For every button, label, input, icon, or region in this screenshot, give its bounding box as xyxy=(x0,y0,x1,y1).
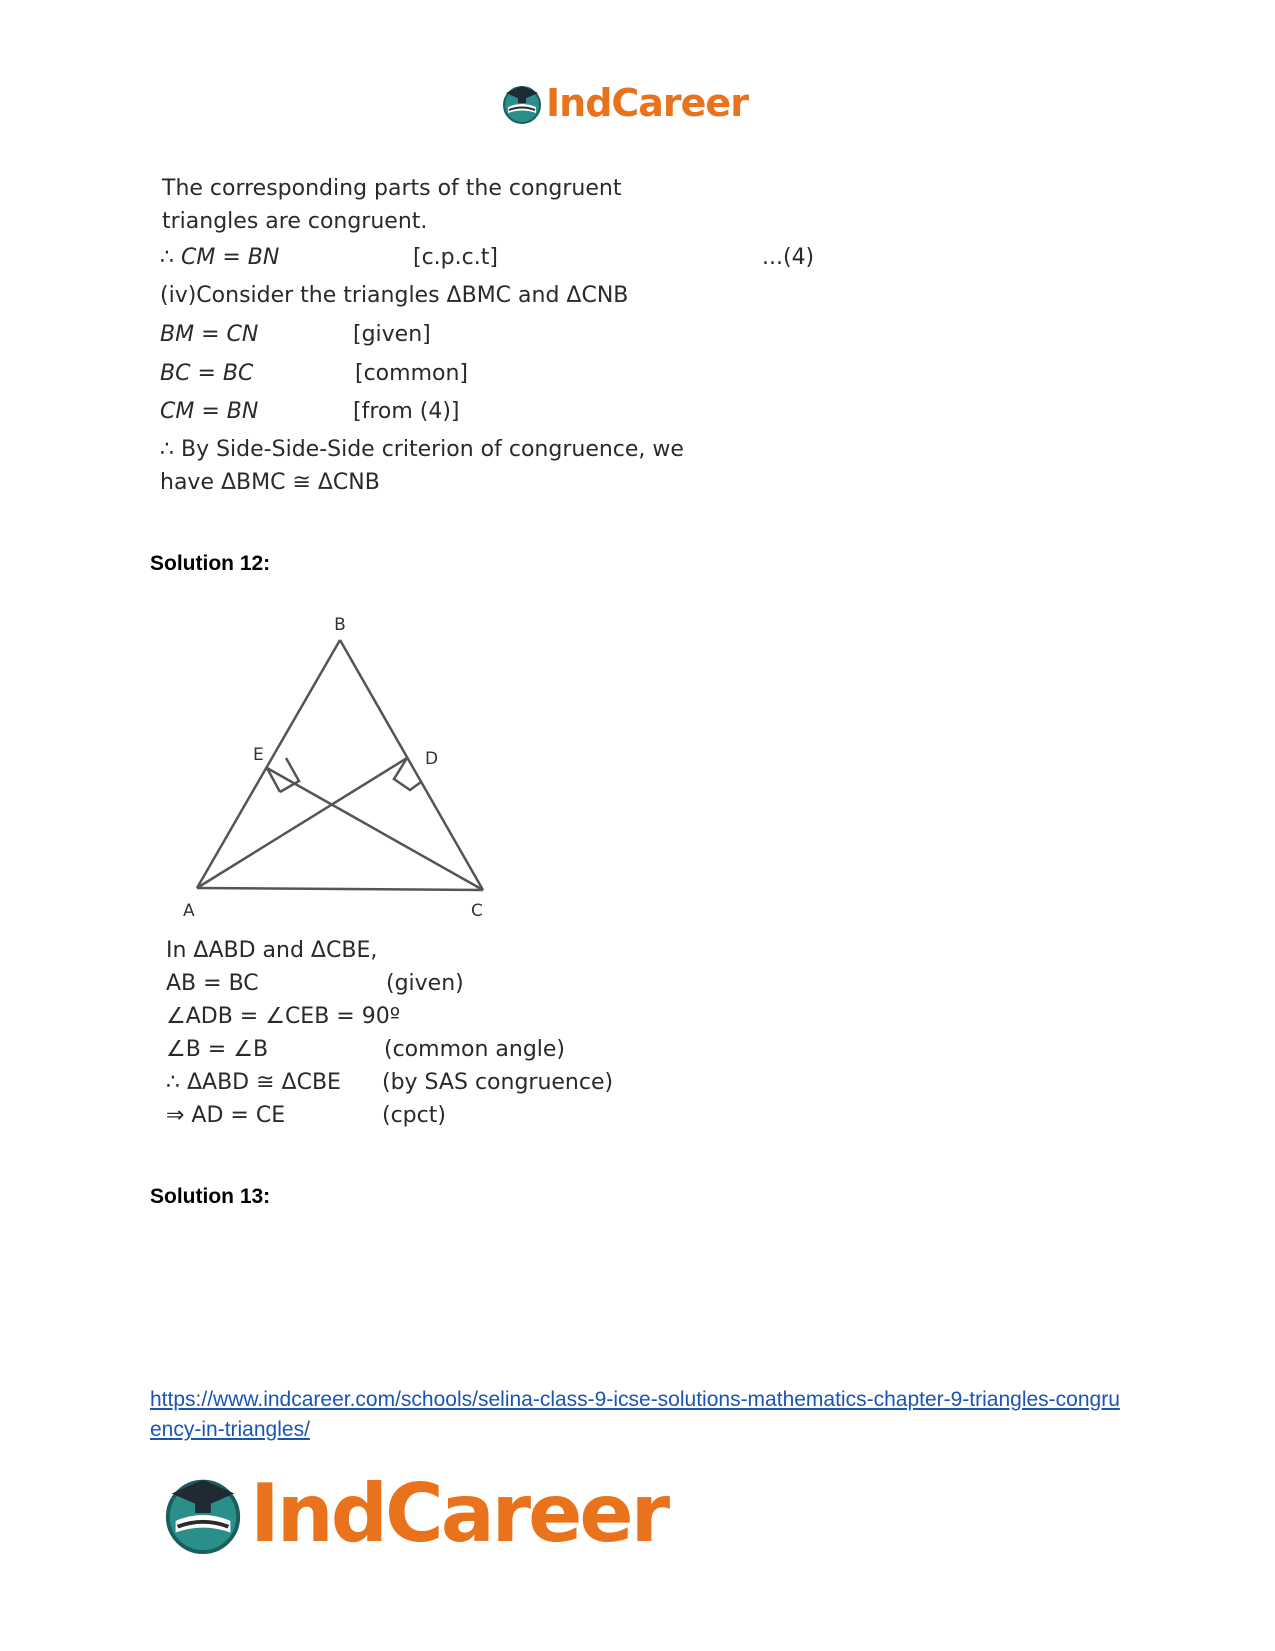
text-line: BM = CN xyxy=(160,322,259,347)
text-line: [given] xyxy=(353,322,431,347)
text-line: have ΔBMC ≅ ΔCNB xyxy=(160,470,380,495)
graduation-globe-icon xyxy=(160,1470,246,1556)
text-line: (common angle) xyxy=(384,1037,566,1062)
triangle-figure xyxy=(175,610,515,920)
segment-ce xyxy=(267,768,483,890)
label-c: C xyxy=(471,901,483,920)
text-line: [c.p.c.t] xyxy=(413,245,498,270)
text-line: CM = BN xyxy=(160,399,259,424)
text-line: ∠B = ∠B xyxy=(166,1037,269,1062)
text-line: [common] xyxy=(355,361,468,386)
label-a: A xyxy=(183,901,195,920)
brand-logo-bottom xyxy=(160,1468,667,1558)
solution-13-heading: Solution 13: xyxy=(150,1185,271,1208)
text-line: (iv)Consider the triangles ΔBMC and ΔCNB xyxy=(160,283,629,308)
text-line: ∴ CM = BN xyxy=(160,245,280,270)
source-link[interactable]: https://www.indcareer.com/schools/selina-class-9-icse-solutions-mathematics-chapter-9-triangles-congruency-in-triangles/ xyxy=(150,1388,1120,1441)
graduation-globe-icon xyxy=(500,81,544,125)
text-line: (given) xyxy=(386,971,464,996)
side-bc xyxy=(340,640,483,890)
text-line: ⇒ AD = CE xyxy=(166,1103,286,1128)
brand-logo-top xyxy=(500,78,748,128)
text-line: BC = BC xyxy=(160,361,254,386)
solution-12-heading: Solution 12: xyxy=(150,552,271,575)
label-e: E xyxy=(253,745,264,765)
segment-ad xyxy=(197,758,407,888)
equation-number: ...(4) xyxy=(762,245,815,270)
label-b: B xyxy=(334,615,346,635)
text-line: In ΔABD and ΔCBE, xyxy=(166,938,378,963)
text-line: ∴ ΔABD ≅ ΔCBE xyxy=(166,1070,341,1095)
label-d: D xyxy=(425,749,439,769)
text-line: (by SAS congruence) xyxy=(382,1070,614,1095)
text-line: triangles are congruent. xyxy=(162,209,428,234)
text-line: AB = BC xyxy=(166,971,259,996)
text-line: ∴ By Side-Side-Side criterion of congruence, we xyxy=(160,437,684,462)
side-ac xyxy=(197,888,483,890)
brand-name: IndCareer xyxy=(546,81,748,125)
text-line: (cpct) xyxy=(382,1103,446,1128)
text-line: ∠ADB = ∠CEB = 90º xyxy=(166,1004,401,1029)
text-line: [from (4)] xyxy=(353,399,460,424)
side-ab xyxy=(197,640,340,888)
brand-name: IndCareer xyxy=(250,1466,668,1560)
text-line: The corresponding parts of the congruent xyxy=(162,176,622,201)
